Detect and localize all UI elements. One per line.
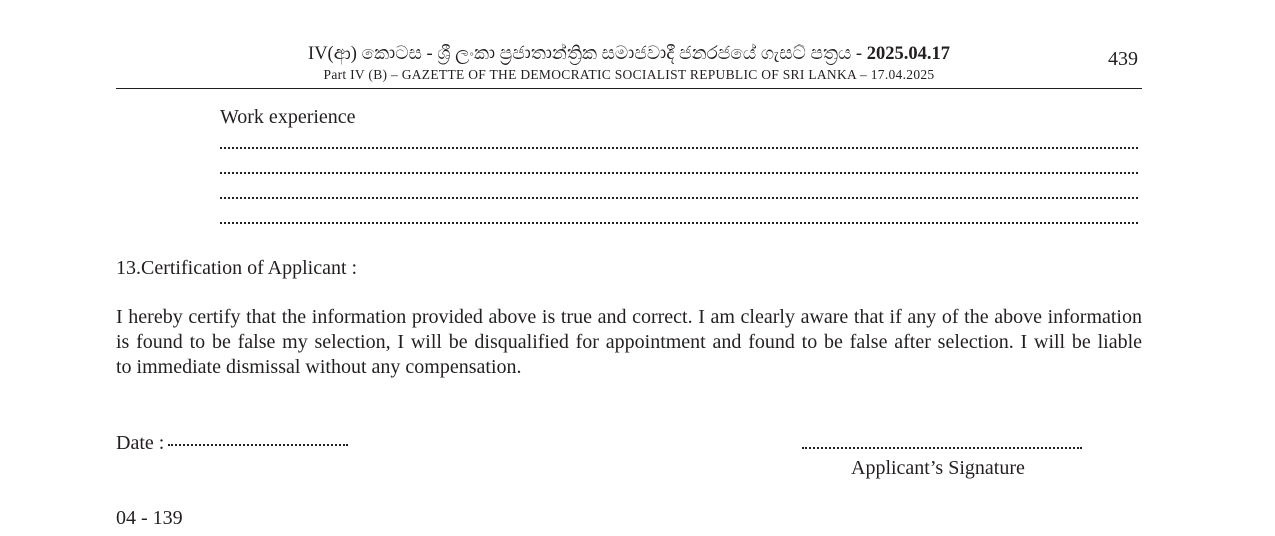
date-input-line[interactable] [168, 444, 348, 446]
page-number: 439 [1108, 48, 1138, 70]
certification-statement [116, 305, 1142, 380]
header-sinhala-date: 2025.04.17 [866, 44, 950, 64]
certification-line-2: is found to be false my selection, I will be disqualified for appointment and found to be false after selection. I will be liable [116, 331, 1142, 353]
certification-line-3: to immediate dismissal without any compensation. [116, 356, 522, 378]
certification-heading: 13.Certification of Applicant : [116, 257, 358, 279]
work-experience-label: Work experience [220, 106, 356, 128]
signature-label: Applicant’s Signature [851, 457, 1025, 479]
certification-line-1: I hereby certify that the information provided above is true and correct. I am clearly aware that if any of the above information [116, 306, 1142, 328]
header-english: Part IV (B) – GAZETTE OF THE DEMOCRATIC SOCIALIST REPUBLIC OF SRI LANKA – 17.04.2025 [323, 67, 935, 82]
signature-input-line[interactable] [802, 447, 1082, 449]
header-rule [116, 88, 1142, 89]
header-sinhala-text: IV(ආ) කොටස - ශ්‍රී ලංකා ප්‍රජාතාන්ත්‍රික සමාජවාදී ජනරජයේ ගැසට් පත්‍රය - [308, 44, 867, 64]
work-experience-line-1[interactable] [220, 147, 1138, 149]
work-experience-line-3[interactable] [220, 197, 1138, 199]
header-sinhala [116, 42, 1142, 66]
reference-number: 04 - 139 [116, 507, 183, 529]
work-experience-line-4[interactable] [220, 222, 1138, 224]
date-label: Date : [116, 432, 165, 454]
date-field [116, 430, 348, 456]
work-experience-line-2[interactable] [220, 172, 1138, 174]
